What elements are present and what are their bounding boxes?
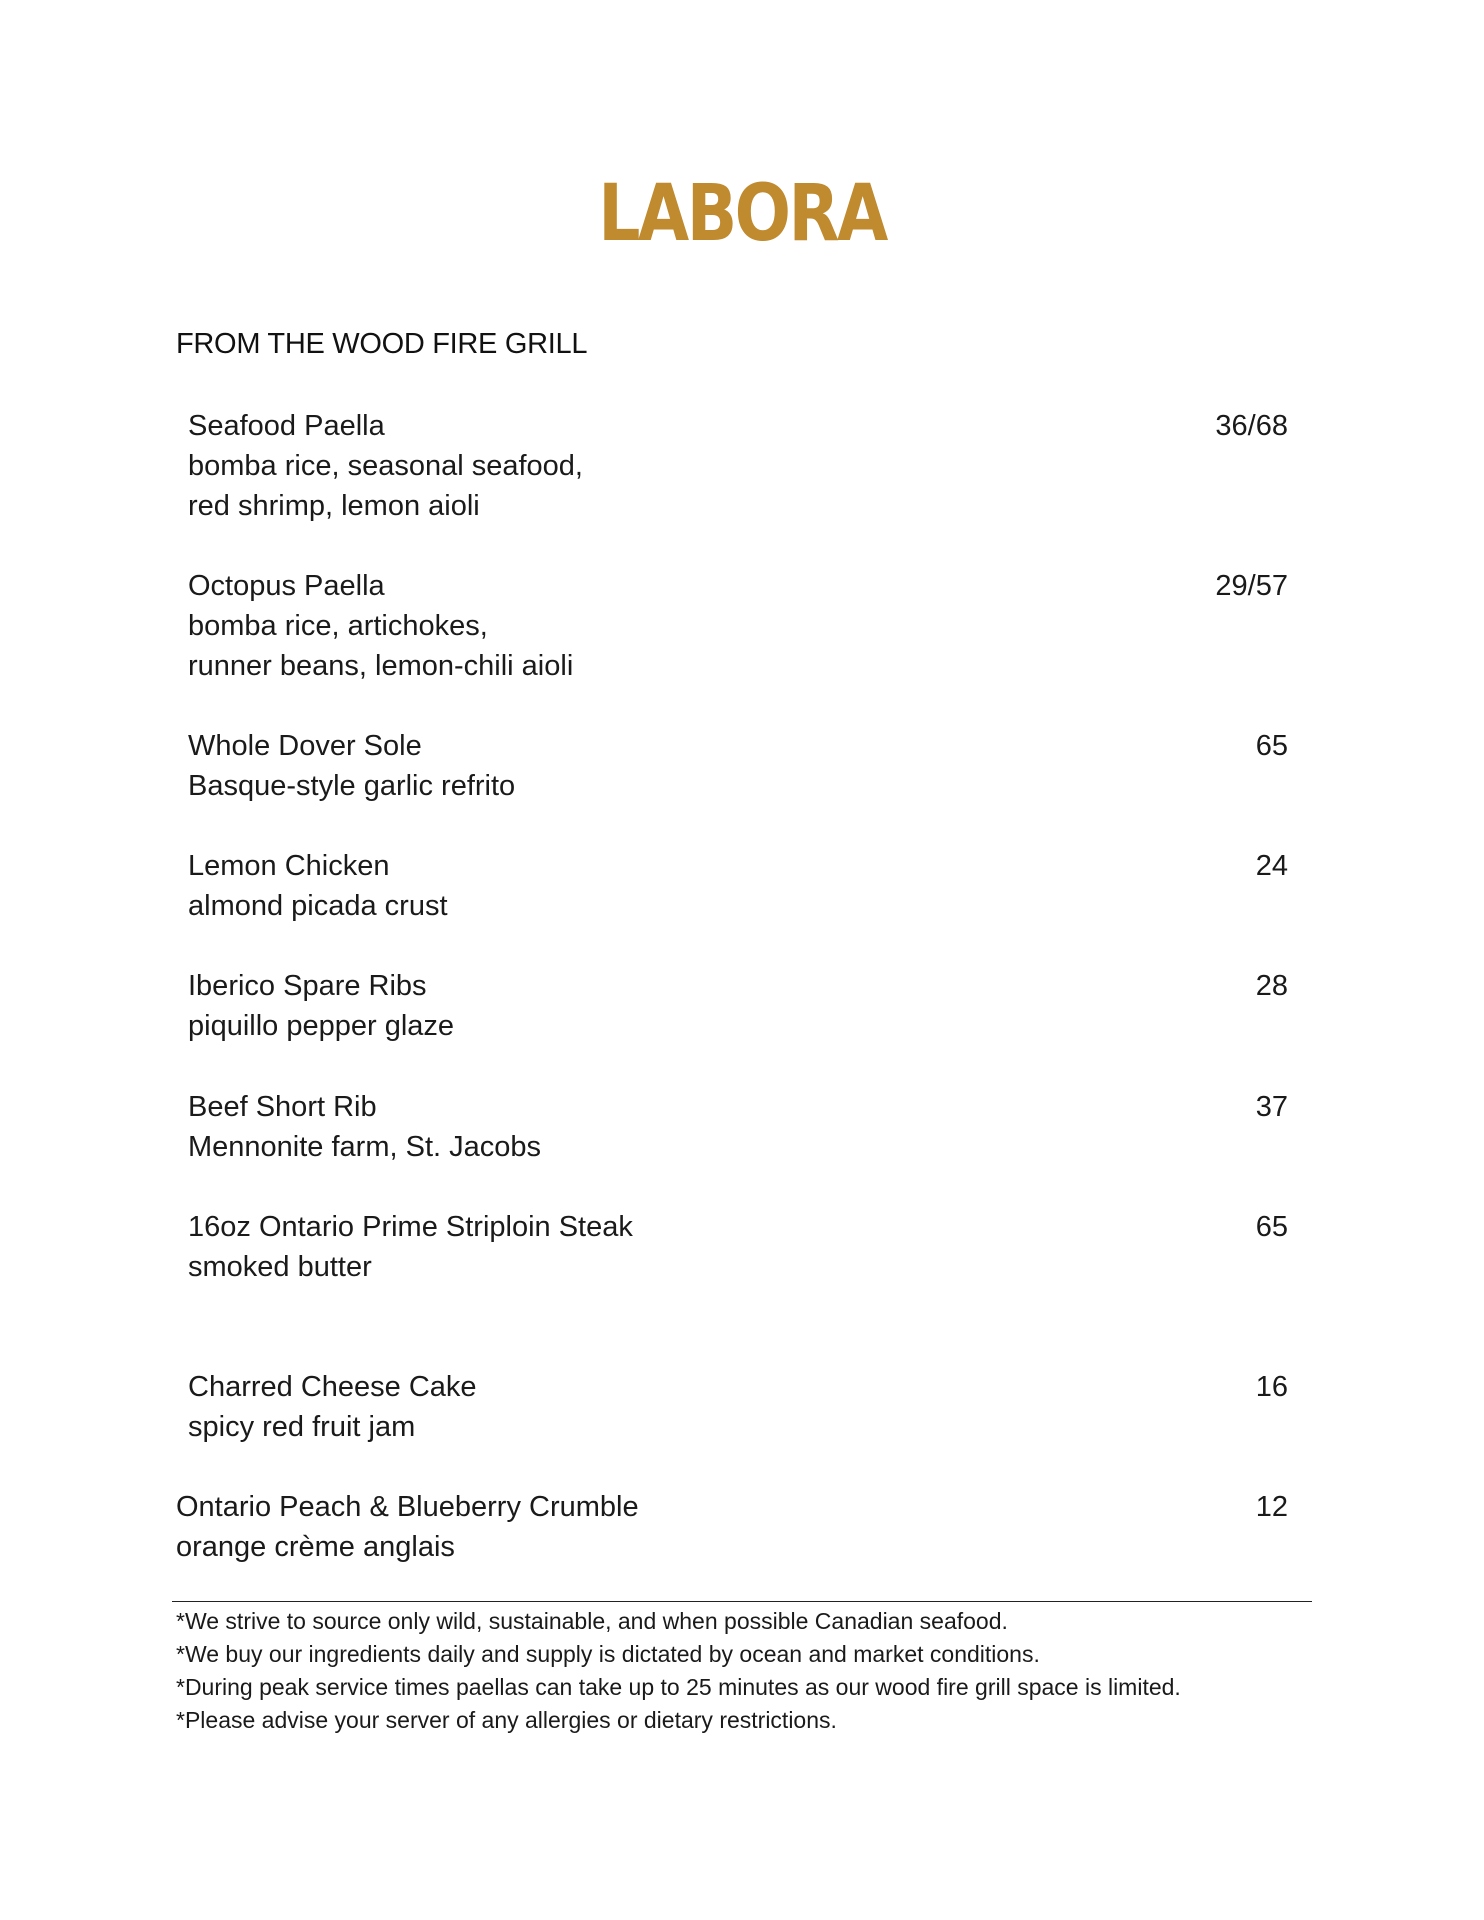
item-name: Octopus Paella <box>188 570 385 602</box>
item-price: 29/57 <box>1215 570 1288 602</box>
item-name: Lemon Chicken <box>188 850 390 882</box>
menu-item-beef-short-rib <box>188 1087 1288 1167</box>
footnote: *We buy our ingredients daily and supply is dictated by ocean and market conditions. <box>176 1641 1040 1667</box>
item-description: Mennonite farm, St. Jacobs <box>188 1131 541 1163</box>
footnotes <box>176 1605 1181 1737</box>
item-description: bomba rice, artichokes, <box>188 610 488 642</box>
item-description: spicy red fruit jam <box>188 1411 416 1443</box>
item-description: red shrimp, lemon aioli <box>188 490 480 522</box>
item-name: 16oz Ontario Prime Striploin Steak <box>188 1211 633 1243</box>
footnote: *We strive to source only wild, sustainable, and when possible Canadian seafood. <box>176 1608 1008 1634</box>
labora-logo: LABORA <box>598 169 886 259</box>
menu-item-charred-cheese-cake <box>188 1367 1288 1447</box>
item-description: bomba rice, seasonal seafood, <box>188 450 583 482</box>
menu-item-seafood-paella <box>188 406 1288 526</box>
menu-item-striploin-steak <box>188 1207 1288 1287</box>
item-price: 12 <box>1255 1491 1288 1523</box>
item-price: 37 <box>1255 1091 1288 1123</box>
footnote-divider <box>172 1601 1312 1602</box>
item-price: 24 <box>1255 850 1288 882</box>
menu-item-iberico-spare-ribs <box>188 966 1288 1046</box>
menu-item-lemon-chicken <box>188 846 1288 926</box>
item-name: Beef Short Rib <box>188 1091 377 1123</box>
item-price: 28 <box>1255 970 1288 1002</box>
item-name: Ontario Peach & Blueberry Crumble <box>176 1491 639 1523</box>
menu-item-peach-blueberry-crumble <box>176 1487 1288 1567</box>
item-price: 16 <box>1255 1371 1288 1403</box>
section-title: FROM THE WOOD FIRE GRILL <box>176 328 588 360</box>
item-price: 36/68 <box>1215 410 1288 442</box>
item-name: Charred Cheese Cake <box>188 1371 477 1403</box>
item-name: Iberico Spare Ribs <box>188 970 427 1002</box>
item-name: Seafood Paella <box>188 410 385 442</box>
item-description: smoked butter <box>188 1251 372 1283</box>
item-description: piquillo pepper glaze <box>188 1010 455 1042</box>
item-description: almond picada crust <box>188 890 448 922</box>
item-description: Basque-style garlic refrito <box>188 770 516 802</box>
item-name: Whole Dover Sole <box>188 730 422 762</box>
item-description: runner beans, lemon-chili aioli <box>188 650 574 682</box>
item-price: 65 <box>1255 1211 1288 1243</box>
menu-item-whole-dover-sole <box>188 726 1288 806</box>
footnote: *Please advise your server of any allergies or dietary restrictions. <box>176 1707 837 1733</box>
item-price: 65 <box>1255 730 1288 762</box>
item-description: orange crème anglais <box>176 1531 455 1563</box>
footnote: *During peak service times paellas can take up to 25 minutes as our wood fire grill space is limited. <box>176 1674 1181 1700</box>
menu-item-octopus-paella <box>188 566 1288 686</box>
